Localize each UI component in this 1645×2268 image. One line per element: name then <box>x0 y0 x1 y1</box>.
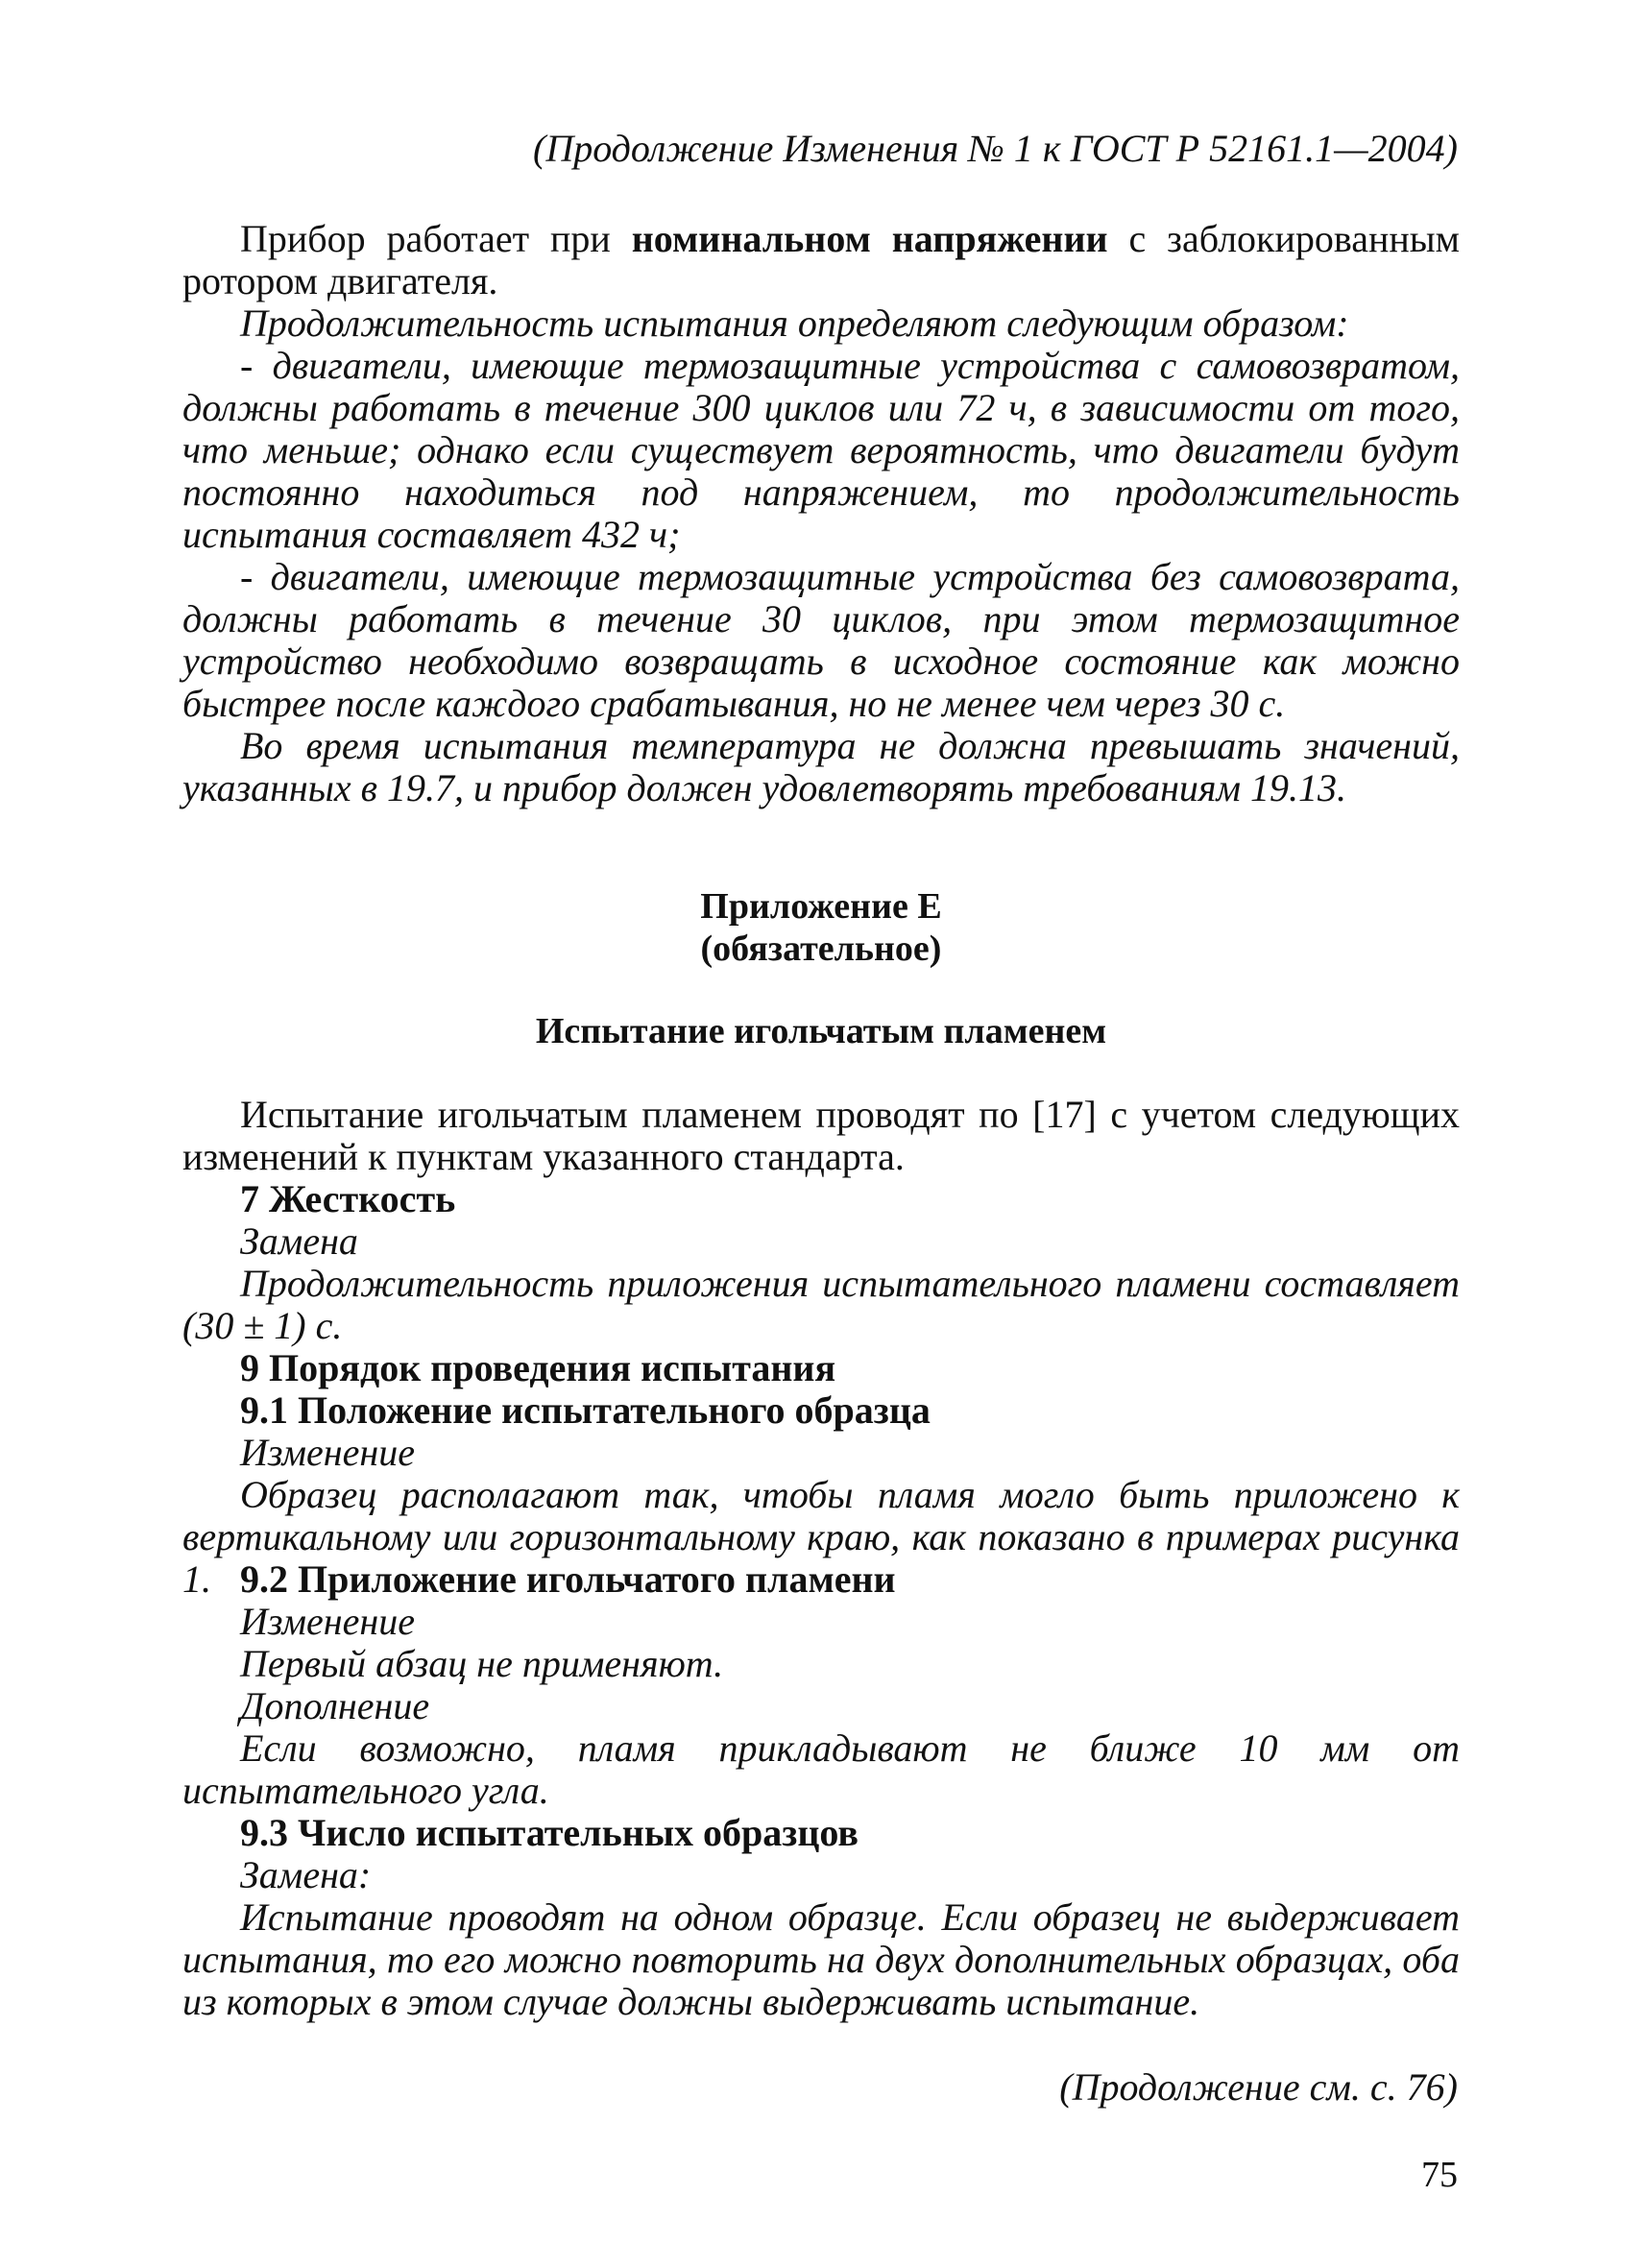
section-9-2-note-addition: Дополнение <box>240 1684 430 1727</box>
running-header: (Продолжение Изменения № 1 к ГОСТ Р 52161.1—2004) <box>533 127 1458 170</box>
section-9-1-text: Образец располагают так, чтобы пламя могло быть приложено к вертикальному или горизонтальному краю, как показано в примерах рисунка 1. <box>182 1473 1460 1601</box>
section-9-3-text: Испытание проводят на одном образце. Если образец не выдерживает испытания, то его можно повторить на двух дополнительных образцах, оба из которых в этом случае должны выдерживать испытание. <box>182 1895 1460 2023</box>
section-7-text: Продолжительность приложения испытательного пламени составляет (30 ± 1) с. <box>182 1262 1460 1347</box>
section-9-2-text-change: Первый абзац не применяют. <box>240 1642 724 1685</box>
paragraph-rated-voltage <box>182 218 1460 302</box>
paragraph-duration-intro: Продолжительность испытания определяют следующим образом: <box>240 302 1349 345</box>
section-9-3-note: Замена: <box>240 1853 372 1896</box>
section-9-1-note: Изменение <box>240 1431 415 1474</box>
section-9-heading: 9 Порядок проведения испытания <box>240 1346 836 1389</box>
appendix-title: Приложение Е <box>700 886 942 927</box>
paragraph-non-self-resetting: - двигатели, имеющие термозащитные устройства без самовозврата, должны работать в течение 30 циклов, при этом термозащитное устройство необходимо возвращать в исходное состояние как можно быстрее после каждого срабатывания, но не менее чем через 30 с. <box>182 555 1460 725</box>
section-9-3-heading: 9.3 Число испытательных образцов <box>240 1811 859 1854</box>
p1-end: с заблокированным ротором двигателя. <box>182 217 1460 302</box>
appendix-subject: Испытание игольчатым пламенем <box>535 1011 1107 1051</box>
paragraph-temperature: Во время испытания температура не должна превышать значений, указанных в 19.7, и прибор должен удовлетворять требованиям 19.13. <box>182 724 1460 809</box>
section-7-note: Замена <box>240 1219 358 1263</box>
paragraph-needle-flame-intro: Испытание игольчатым пламенем проводят по [17] с учетом следующих изменений к пунктам указанного стандарта. <box>182 1093 1460 1178</box>
section-9-1-heading: 9.1 Положение испытательного образца <box>240 1388 931 1432</box>
section-9-2-note-change: Изменение <box>240 1600 415 1643</box>
section-9-2-text-addition: Если возможно, пламя прикладывают не ближе 10 мм от испытательного угла. <box>182 1726 1460 1812</box>
continued-note: (Продолжение см. с. 76) <box>1059 2065 1458 2109</box>
section-7-heading: 7 Жесткость <box>240 1177 456 1220</box>
page-number: 75 <box>1421 2155 1458 2195</box>
p1-bold-term: номинальном напряжении <box>631 217 1108 260</box>
paragraph-self-resetting: - двигатели, имеющие термозащитные устройства с самовозвратом, должны работать в течение 300 циклов или 72 ч, в зависимости от того, что меньше; однако если существует вероятность, что двигатели будут постоянно находиться под напряжением, то продолжительность испытания составляет 432 ч; <box>182 344 1460 556</box>
p1-start: Прибор работает при <box>240 217 632 260</box>
appendix-status: (обязательное) <box>700 929 942 969</box>
section-9-2-heading: 9.2 Приложение игольчатого пламени <box>240 1557 896 1601</box>
